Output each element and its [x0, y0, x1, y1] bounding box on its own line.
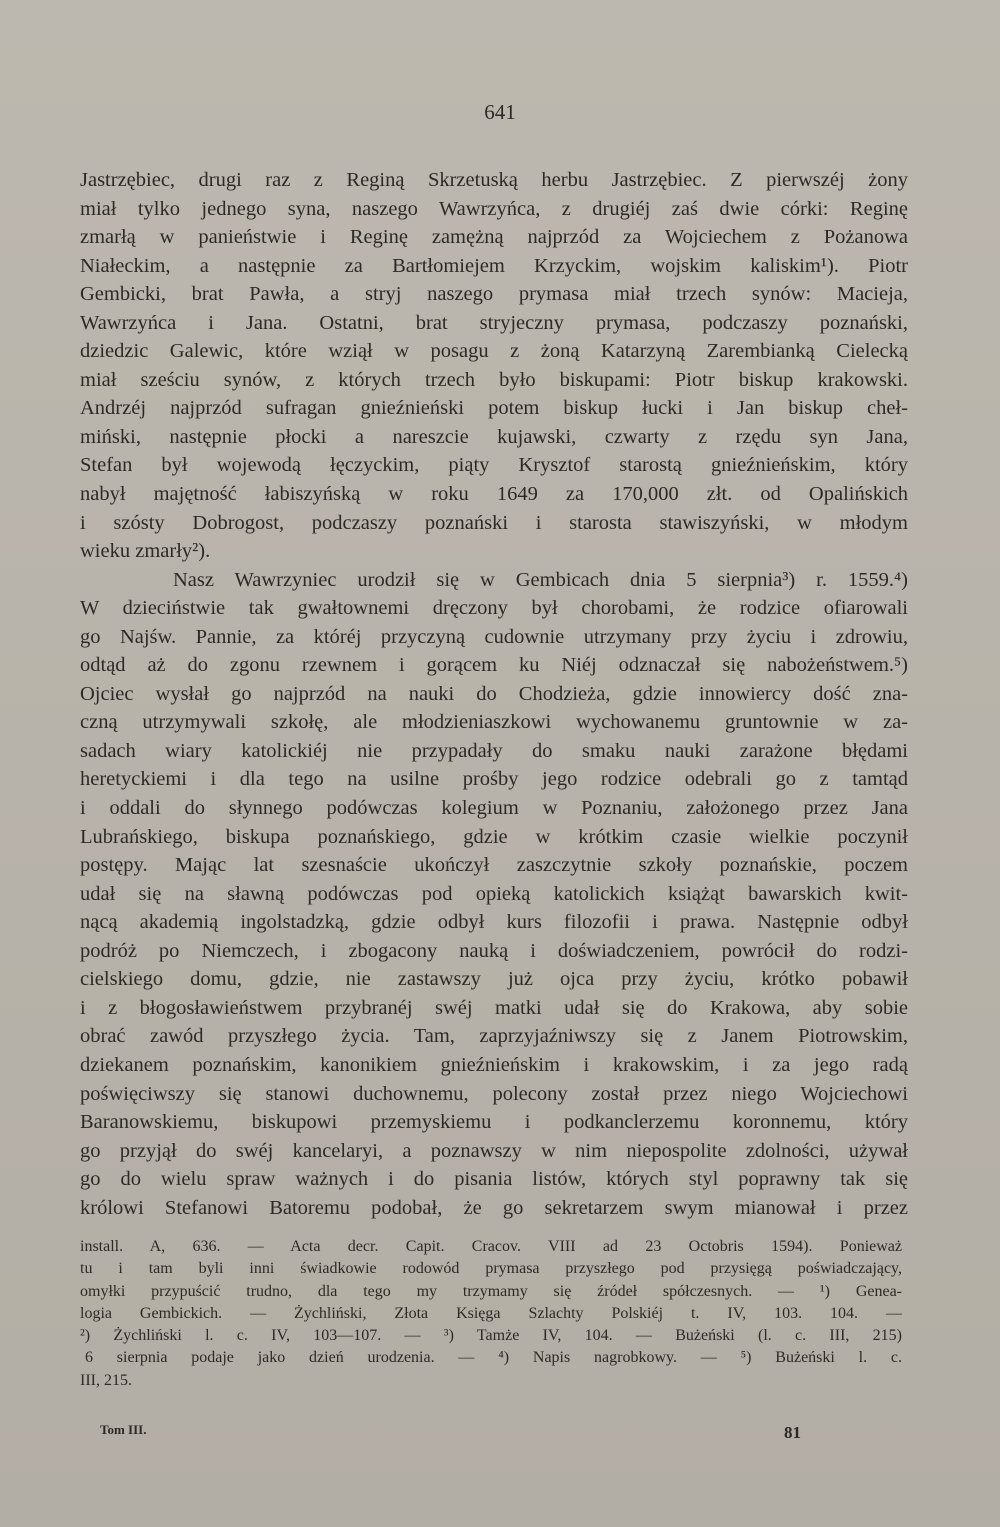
footnote-line: tu i tam byli inni świadkowie rodowód prymasa przyszłego pod przysięgą poświadczający,: [80, 1260, 902, 1278]
body-line: Lubrańskiego, biskupa poznańskiego, gdzie w krótkim czasie wielkie poczynił: [80, 825, 908, 848]
body-line: go do wielu spraw ważnych i do pisania listów, których styl poprawny tak się: [80, 1168, 908, 1191]
volume-signature: Tom III.: [100, 1422, 147, 1437]
footnotes: [80, 1236, 902, 1392]
body-line: poświęciwszy się stanowi duchownemu, polecony został przez niego Wojciechowi: [80, 1082, 908, 1105]
body-line: Niałeckim, a następnie za Bartłomiejem Krzyckim, wojskim kaliskim¹). Piotr: [80, 254, 908, 277]
body-line: Baranowskiemu, biskupowi przemyskiemu i podkanclerzemu koronnemu, który: [80, 1111, 908, 1134]
body-line: obrać zawód przyszłego życia. Tam, zaprzyjaźniwszy się z Janem Piotrowskim,: [80, 1025, 908, 1048]
body-line: odtąd aż do zgonu rzewnem i gorącem ku Niéj odznaczał się nabożeństwem.⁵): [80, 654, 908, 677]
footnote-line: III, 215.: [80, 1371, 132, 1389]
body-line: Jastrzębiec, drugi raz z Reginą Skrzetuską herbu Jastrzębiec. Z pierwszéj żony: [80, 169, 908, 191]
body-line: zmarłą w panieństwie i Reginę zamężną najprzód za Wojciechem z Pożanowa: [80, 226, 908, 249]
body-line: Nasz Wawrzyniec urodził się w Gembicach dnia 5 sierpnia³) r. 1559.⁴): [173, 568, 908, 591]
body-line: udał się na sławną podówczas pod opieką katolickich książąt bawarskich kwit-: [80, 882, 908, 905]
footnote-line: install. A, 636. — Acta decr. Capit. Cracov. VIII ad 23 Octobris 1594). Ponieważ: [80, 1238, 902, 1255]
body-line: królowi Stefanowi Batoremu podobał, że go sekretarzem swym mianował i przez: [80, 1196, 908, 1219]
body-line: Wawrzyńca i Jana. Ostatni, brat stryjeczny prymasa, podczaszy poznański,: [80, 311, 908, 334]
body-line: podróż po Niemczech, i zbogacony nauką i doświadczeniem, powrócił do rodzi-: [80, 939, 908, 962]
body-line: miał tylko jednego syna, naszego Wawrzyńca, z drugiéj zaś dwie córki: Reginę: [80, 197, 908, 220]
footnote-line: 6 sierpnia podaje jako dzień urodzenia. — ⁴) Napis nagrobkowy. — ⁵) Bużeński l. c.: [85, 1349, 902, 1367]
body-line: i z błogosławieństwem przybranéj swéj matki udał się do Krakowa, aby sobie: [80, 996, 908, 1019]
body-line: i oddali do słynnego podówczas kolegium w Poznaniu, założonego przez Jana: [80, 797, 908, 820]
body-line: czną utrzymywali szkołę, ale młodzieniaszkowi wychowanemu gruntownie w za-: [80, 711, 908, 734]
body-line: sadach wiary katolickiéj nie przypadały do smaku nauki zarażone błędami: [80, 739, 908, 762]
body-line: wieku zmarły²).: [80, 540, 211, 563]
page-number: 641: [484, 100, 516, 124]
body-line: Andrzéj najprzód sufragan gnieźnieński potem biskup łucki i Jan biskup cheł-: [80, 397, 908, 420]
footnote-line: logia Gembickich. — Żychliński, Złota Księga Szlachty Polskiéj t. IV, 103. 104. —: [80, 1304, 902, 1322]
footnote-line: omyłki przypuścić trudno, dla tego my trzymamy się źródeł spółczesnych. — ¹) Genea-: [80, 1282, 902, 1300]
body-line: W dzieciństwie tak gwałtownemi dręczony był chorobami, że rodzice ofiarowali: [80, 597, 908, 620]
body-line: i szósty Dobrogost, podczaszy poznański i starosta stawiszyński, w młodym: [80, 511, 908, 534]
sheet-number: 81: [784, 1423, 801, 1442]
body-line: nącą akademią ingolstadzką, gdzie odbył kurs filozofii i prawa. Następnie odbył: [80, 911, 908, 934]
body-line: dziedzic Galewic, które wziął w posagu z żoną Katarzyną Zarembianką Cielecką: [80, 340, 908, 363]
body-text: [80, 166, 908, 1222]
body-line: Gembicki, brat Pawła, a stryj naszego prymasa miał trzech synów: Macieja,: [80, 283, 908, 306]
body-line: dziekanem poznańskim, kanonikiem gnieźnieńskim i krakowskim, i za jego radą: [80, 1053, 908, 1076]
body-line: Stefan był wojewodą łęczyckim, piąty Krysztof starostą gnieźnieńskim, który: [80, 454, 908, 477]
body-line: go przyjął do swéj kancelaryi, a poznawszy w nim niepospolite zdolności, używał: [80, 1139, 908, 1162]
footnote-line: ²) Żychliński l. c. IV, 103—107. — ³) Tamże IV, 104. — Bużeński (l. c. III, 215): [80, 1327, 902, 1345]
body-line: miał sześciu synów, z których trzech było biskupami: Piotr biskup krakowski.: [80, 368, 908, 391]
body-line: nabył majętność łabiszyńską w roku 1649 za 170,000 złt. od Opalińskich: [80, 483, 908, 506]
body-line: miński, następnie płocki a nareszcie kujawski, czwarty z rzędu syn Jana,: [80, 425, 908, 448]
body-line: go Najśw. Pannie, za któréj przyczyną cudownie utrzymany przy życiu i zdrowiu,: [80, 625, 908, 648]
body-line: postępy. Mając lat szesnaście ukończył zaszczytnie szkoły poznańskie, poczem: [80, 854, 908, 877]
body-line: heretyckiemi i dla tego na usilne prośby jego rodzice odebrali go z tamtąd: [80, 768, 908, 791]
body-line: cielskiego domu, gdzie, nie zastawszy już ojca przy życiu, krótko pobawił: [80, 968, 908, 991]
body-line: Ojciec wysłał go najprzód na nauki do Chodzieża, gdzie innowiercy dość zna-: [80, 682, 908, 705]
